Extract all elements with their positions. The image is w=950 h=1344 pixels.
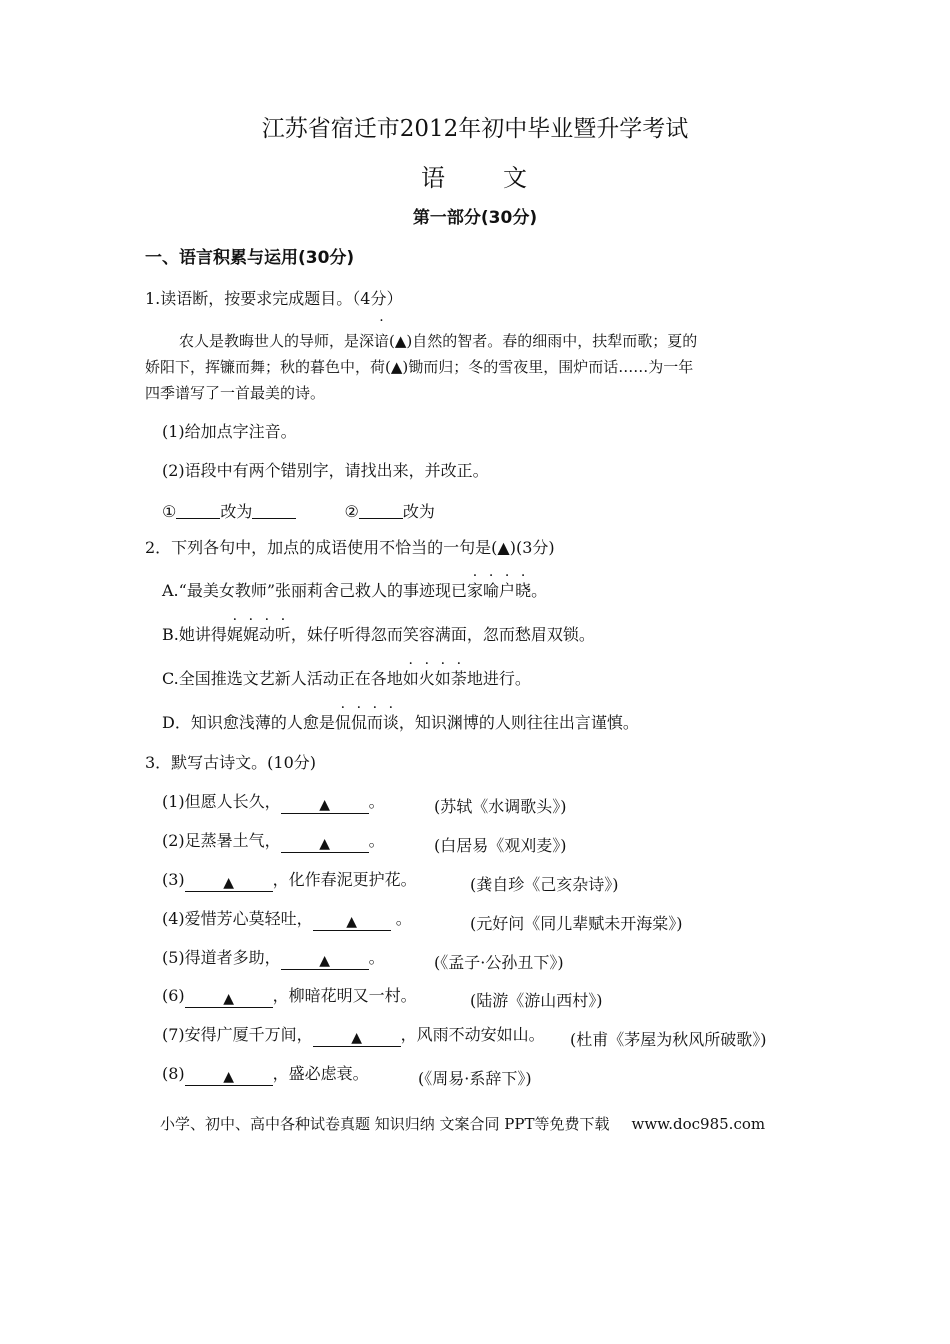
footer-text: 小学、初中、高中各种试卷真题 知识归纳 文案合同 PPT等免费下载 <box>160 1115 610 1133</box>
q2-option-c: C.全国推选文艺新人活动正在各地如火如荼地进行。 <box>162 669 531 688</box>
q3-item-8: (8) ▲ ，盛必虑衰。 <box>162 1064 369 1085</box>
answer-blank[interactable] <box>313 1029 401 1047</box>
q1-correction-line: ① 改为 ② 改为 <box>162 502 435 521</box>
part-heading: 第一部分(30分) <box>412 208 538 228</box>
section-heading: 一、语言积累与运用(30分) <box>145 248 355 268</box>
exam-title: 江苏省宿迁市2012年初中毕业暨升学考试 <box>261 116 689 142</box>
passage-line-3: 四季谱写了一首最美的诗。 <box>145 384 326 402</box>
triangle-mark: ▲ <box>223 991 235 1007</box>
dotted-char: 荷 <box>370 358 386 376</box>
q3-item-6-source: (陆游《游山西村》) <box>470 991 603 1010</box>
dotted-char: 火 <box>418 669 435 688</box>
q3-item-5-source: (《孟子·公孙丑下》) <box>434 953 564 972</box>
dotted-char: 娓 <box>226 625 243 644</box>
q3-item-6: (6) ▲ ，柳暗花明又一村。 <box>162 986 417 1007</box>
subject-char-a: 语 <box>421 164 447 192</box>
dotted-char: 荼 <box>450 669 467 688</box>
dotted-idiom <box>403 669 467 688</box>
dotted-char: 而 <box>366 713 383 732</box>
dotted-idiom <box>467 581 531 600</box>
dotted-char: 喻 <box>483 581 500 600</box>
subject-char-b: 文 <box>503 164 529 192</box>
answer-blank[interactable] <box>176 501 220 519</box>
q3-item-1: (1)但愿人长久， ▲ 。 <box>162 792 385 813</box>
q3-item-1-source: (苏轼《水调歌头》) <box>434 797 567 816</box>
dotted-char: 户 <box>499 581 516 600</box>
q2-stem: 2．下列各句中，加点的成语使用不恰当的一句是(▲)(3分) <box>145 538 555 557</box>
answer-blank[interactable] <box>252 501 296 519</box>
answer-blank[interactable] <box>185 874 273 892</box>
answer-blank[interactable] <box>281 835 369 853</box>
q3-item-7: (7)安得广厦千万间， ▲ ，风雨不动安如山。 <box>162 1025 545 1046</box>
answer-blank[interactable] <box>281 796 369 814</box>
q3-item-2: (2)足蒸暑土气， ▲ 。 <box>162 831 385 852</box>
q2-option-d: D．知识愈浅薄的人愈是侃侃而谈，知识渊博的人则往往出言谨慎。 <box>162 713 639 732</box>
answer-blank[interactable] <box>185 990 273 1008</box>
triangle-mark: ▲ <box>223 875 235 891</box>
dotted-char: 家 <box>467 581 484 600</box>
dotted-idiom <box>227 625 291 644</box>
answer-blank[interactable] <box>281 952 369 970</box>
dotted-char: 侃 <box>350 713 367 732</box>
q2-option-a: A.“最美女教师”张丽莉舍己救人的事迹现已家喻户晓。 <box>162 581 548 600</box>
footer-url[interactable]: www.doc985.com <box>631 1115 766 1133</box>
dotted-char: 谈 <box>382 713 399 732</box>
dotted-char: 晓 <box>515 581 532 600</box>
footer <box>160 1117 765 1132</box>
triangle-mark: ▲ <box>223 1069 235 1085</box>
dotted-char: 动 <box>258 625 275 644</box>
answer-blank[interactable] <box>359 501 403 519</box>
q3-item-3-source: (龚自珍《己亥杂诗》) <box>470 875 619 894</box>
dotted-char: 如 <box>402 669 419 688</box>
dotted-char: 娓 <box>242 625 259 644</box>
passage-line-2: 娇阳下，挥镰而舞；秋的暮色中，荷(▲)锄而归；冬的雪夜里，围炉而话……为一年 <box>145 354 795 380</box>
q3-stem: 3．默写古诗文。(10分) <box>145 753 317 772</box>
subject-title <box>0 166 950 190</box>
dotted-idiom <box>335 713 399 732</box>
q3-item-8-source: (《周易·系辞下》) <box>418 1069 532 1088</box>
dotted-char: 侃 <box>334 713 351 732</box>
triangle-mark: ▲ <box>319 797 331 813</box>
q3-item-2-source: (白居易《观刈麦》) <box>434 836 567 855</box>
q3-item-7-source: (杜甫《茅屋为秋风所破歌》) <box>570 1030 767 1049</box>
triangle-mark: ▲ <box>319 836 331 852</box>
q1-passage <box>145 328 795 406</box>
triangle-mark: ▲ <box>351 1030 363 1046</box>
triangle-mark: ▲ <box>346 914 358 930</box>
q3-item-4-source: (元好问《同儿辈赋未开海棠》) <box>470 914 683 933</box>
dotted-char: 如 <box>434 669 451 688</box>
answer-blank[interactable] <box>185 1068 273 1086</box>
q1-sub2: (2)语段中有两个错别字，请找出来，并改正。 <box>162 461 489 480</box>
dotted-char: 谙 <box>374 332 390 350</box>
dotted-char: 听 <box>274 625 291 644</box>
passage-line-1: 农人是教晦世人的导师，是深谙(▲)自然的智者。春的细雨中，扶犁而歌；夏的 <box>145 328 795 354</box>
q1-stem: 1.读语断，按要求完成题目。（4分） <box>145 289 403 308</box>
q3-item-4: (4)爱惜芳心莫轻吐， ▲ 。 <box>162 909 412 930</box>
triangle-mark: ▲ <box>319 953 331 969</box>
q3-item-5: (5)得道者多助， ▲ 。 <box>162 948 385 969</box>
q2-option-b: B.她讲得娓娓动听，妹仔听得忽而笑容满面，忽而愁眉双锁。 <box>162 625 595 644</box>
answer-blank[interactable] <box>313 913 391 931</box>
q1-sub1: (1)给加点字注音。 <box>162 422 297 441</box>
q3-item-3: (3) ▲ ，化作春泥更护花。 <box>162 870 417 891</box>
